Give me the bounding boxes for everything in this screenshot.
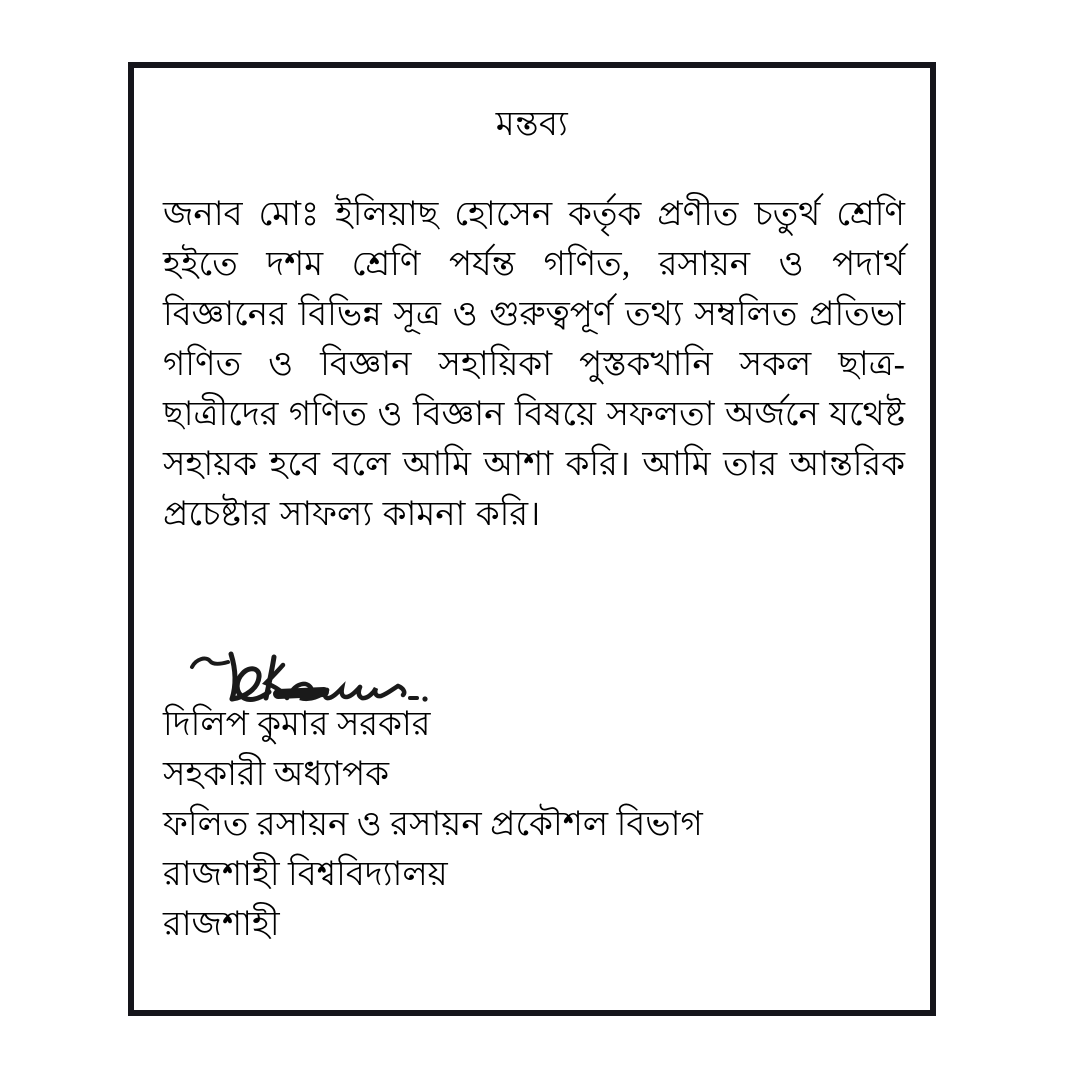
document-border-frame xyxy=(128,62,936,1016)
signatory-name: দিলিপ কুমার সরকার xyxy=(163,706,431,743)
signatory-city: রাজশাহী xyxy=(163,906,280,943)
signatory-department: ফলিত রসায়ন ও রসায়ন প্রকৌশল বিভাগ xyxy=(163,806,703,843)
remarks-paragraph: জনাব মোঃ ইলিয়াছ হোসেন কর্তৃক প্রণীত চতুর্থ শ্রেণি হইতে দশম শ্রেণি পর্যন্ত গণিত, রসায়ন ও পদার্থ বিজ্ঞানের বিভিন্ন সূত্র ও গুরুত্বপূর্ণ তথ্য সম্বলিত প্রতিভা গণিত ও বিজ্ঞান সহায়িকা পুস্তকখানি সকল ছাত্র-ছাত্রীদের গণিত ও বিজ্ঞান বিষয়ে সফলতা অর্জনে যথেষ্ট সহায়ক হবে বলে আমি আশা করি। আমি তার আন্তরিক প্রচেষ্টার সাফল্য কামনা করি। xyxy=(163,196,905,533)
signatory-block xyxy=(163,700,703,950)
document-title: মন্তব্য xyxy=(495,106,569,143)
signatory-university: রাজশাহী বিশ্ববিদ্যালয় xyxy=(163,856,448,893)
signatory-designation: সহকারী অধ্যাপক xyxy=(163,756,389,793)
